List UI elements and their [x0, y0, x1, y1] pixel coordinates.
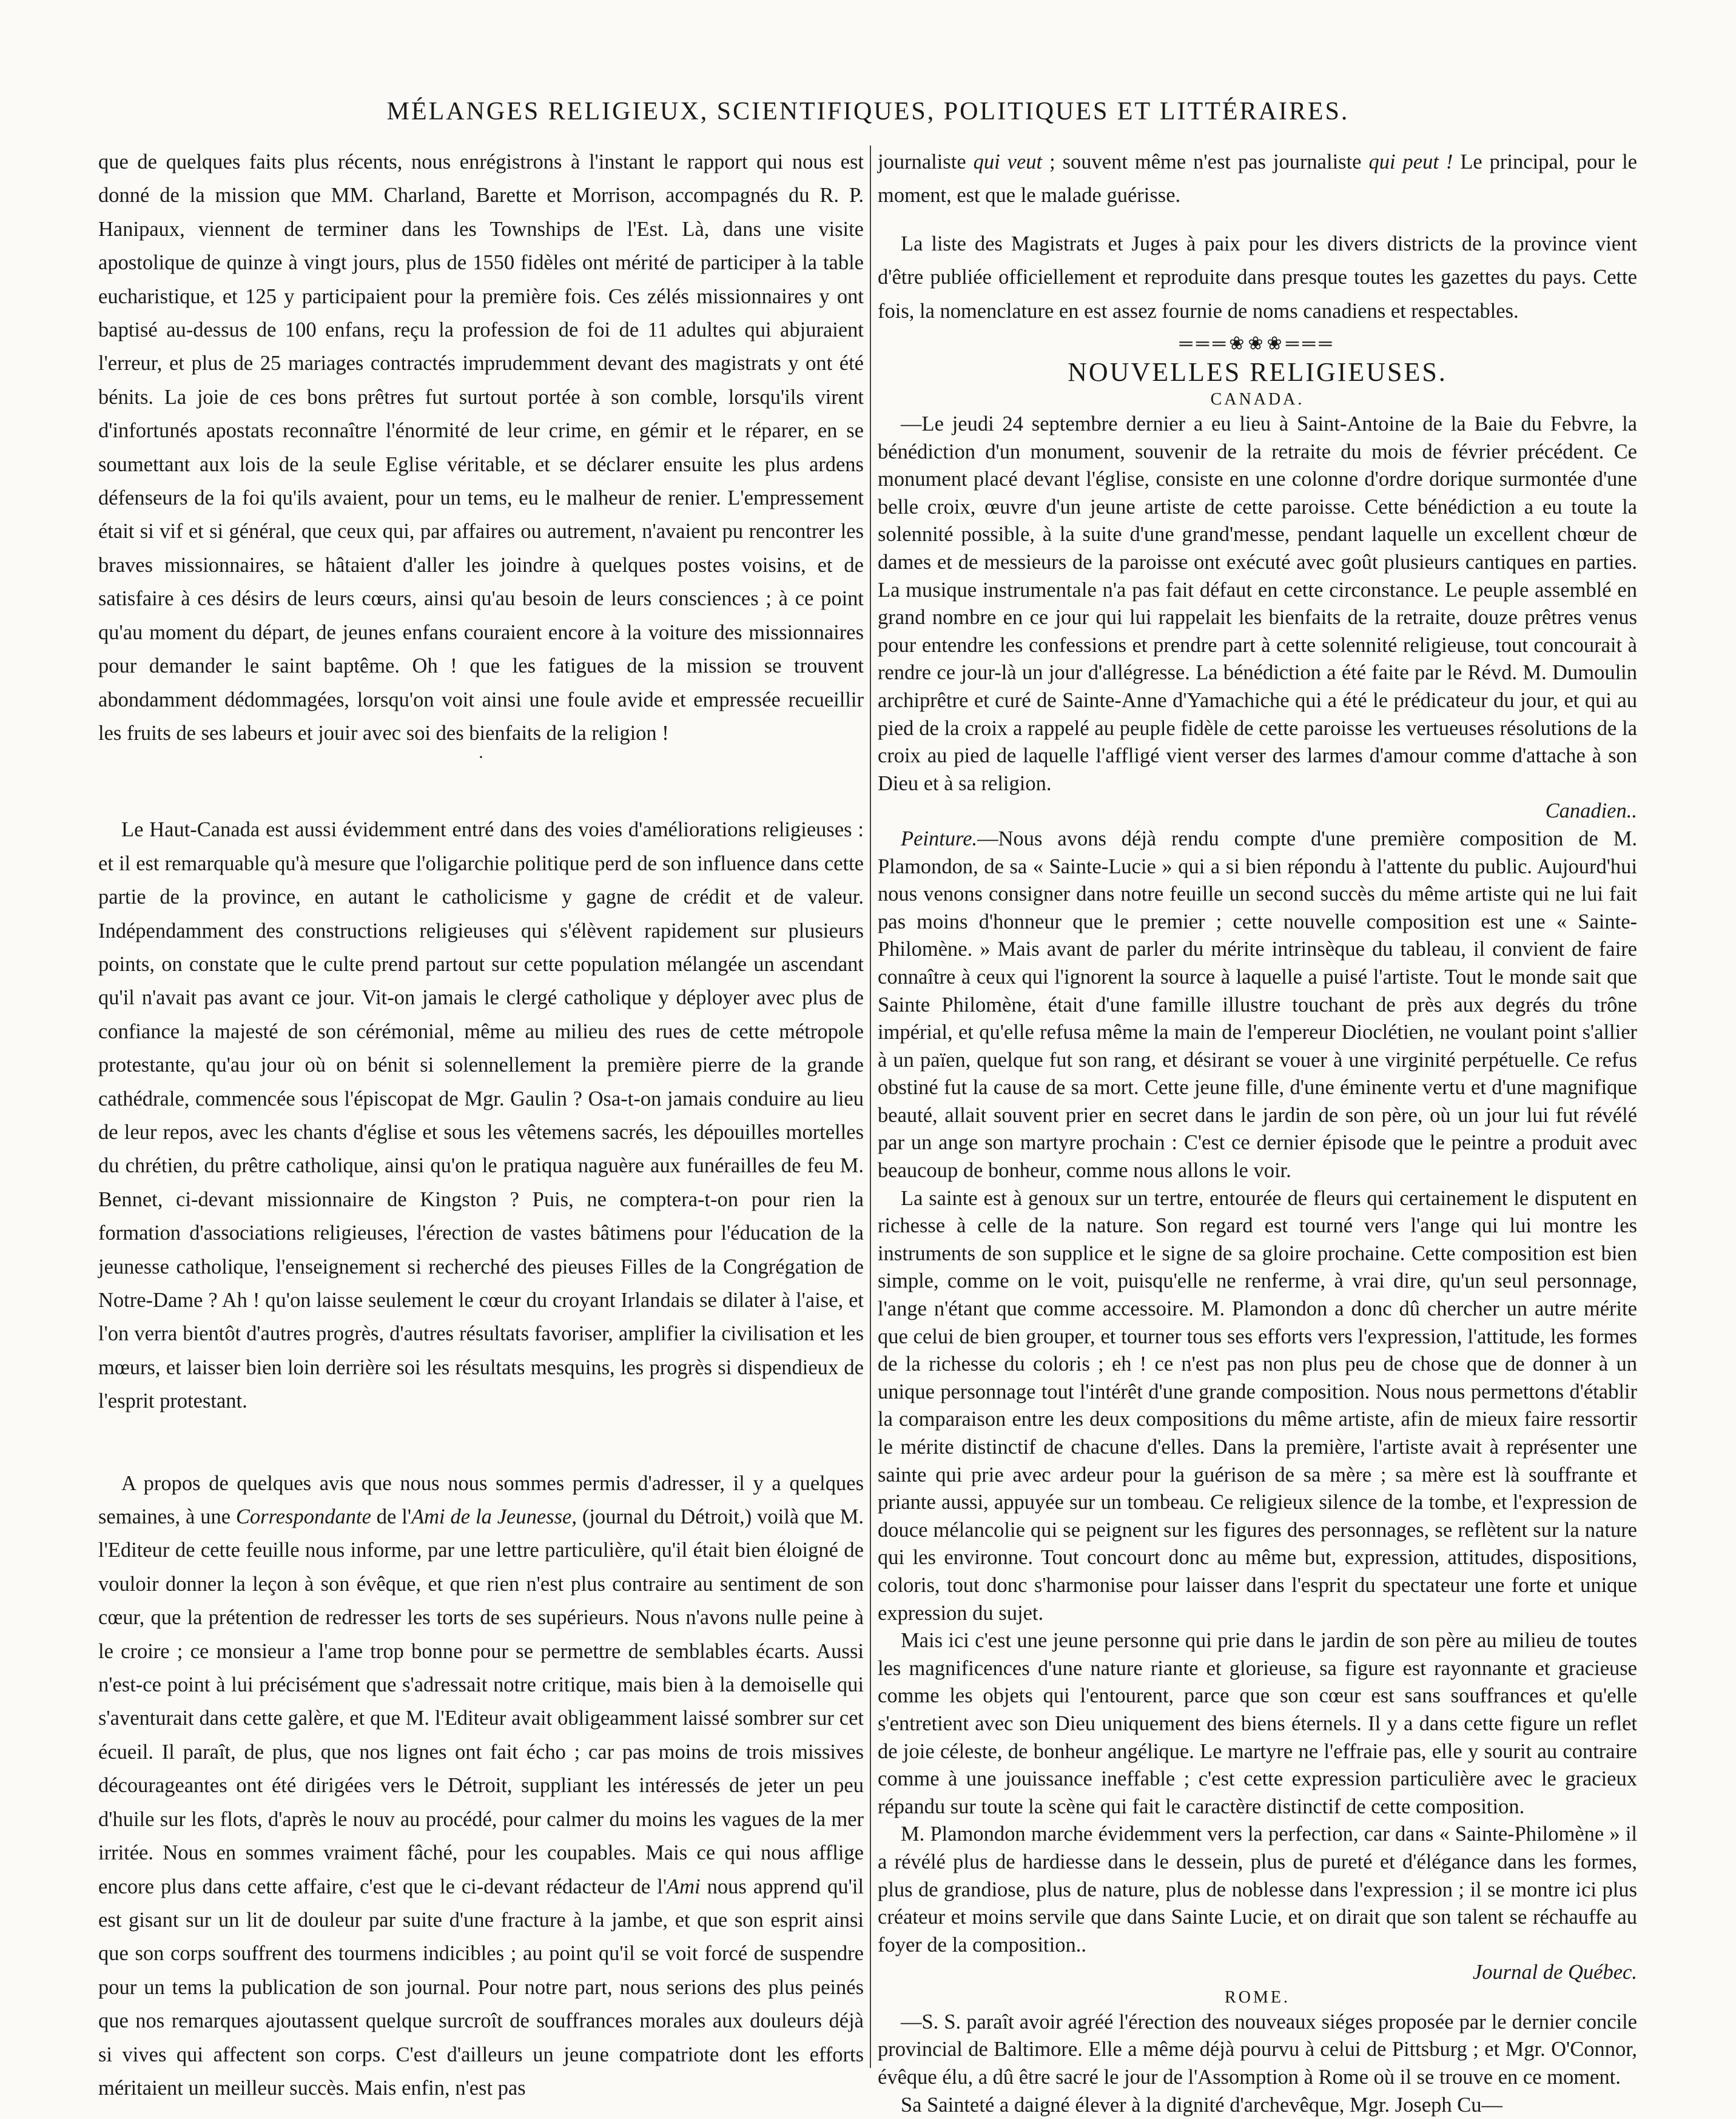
article-paragraph-perfection: M. Plamondon marche évidemment vers la perfection, car dans « Sainte-Philomène » il a révélé plus de hardiesse dans le dessein, plus de pureté et d'élégance dans les formes, plus de grandiose, plus de nature, plus de noblesse dans l'expression ; il se montre ici plus créateur et moins servile que dans Sainte Lucie, et on dirait que son talent se réchauffe au foyer de la composition..	[878, 1822, 1637, 1956]
paragraph-gap	[98, 765, 864, 813]
article-paragraph-peinture: Peinture.—Nous avons déjà rendu compte d'une première composition de M. Plamondon, de sa « Sainte-Lucie » qui a si bien répondu à l'attente du public. Aujourd'hui nous venons consigner dans notre feuille un second succès du même artiste qui ne lui fait pas moins d'honneur que le premier ; cette nouvelle composition est une « Sainte-Philomène. » Mais avant de parler du mérite intrinsèque du tableau, il convient de faire connaître à ceux qui l'ignorent la source à laquelle a puisé l'artiste. Tout le monde sait que Sainte Philomène, était d'une famille illustre touchant de près aux degrés du trône impérial, et qu'elle refusa même la main de l'empereur Dioclétien, ne voulant point s'allier à un païen, quelque fut son rang, et désirant se vouer à une virginité perpétuelle. Ce refus obstiné fut la cause de sa mort. Cette jeune fille, d'une éminente vertu et d'une magnifique beauté, allait souvent prier en secret dans le jardin de son père, où un jour lui fut révélé par un ange son martyre prochain : C'est ce dernier épisode que le peintre a produit avec beaucoup de bonheur, comme nous allons le voir.	[878, 827, 1637, 1183]
article-paragraph-correspondante: A propos de quelques avis que nous nous sommes permis d'adresser, il y a quelques semaines, à une Correspondante de l'Ami de la Jeunesse, (journal du Détroit,) voilà que M. l'Editeur de cette feuille nous informe, par une lettre particulière, qu'il était bien éloigné de vouloir donner la leçon à son évêque, et que rien n'est plus contraire au sentiment de son cœur, que la prétention de redresser les torts de ses supérieurs. Nous n'avons nulle peine à le croire ; ce monsieur a l'ame trop bonne pour se permettre de semblables écarts. Aussi n'est-ce point à lui précisément que s'adressait notre critique, mais bien à la demoiselle qui s'aventurait dans cette galère, et que M. l'Editeur avait obligeamment laissé sombrer sur cet écueil. Il paraît, de plus, que nos lignes ont fait écho ; car pas moins de trois missives décourageantes ont été dirigées vers le Détroit, suppliant les intéressés de jeter un peu d'huile sur les flots, d'après le nouv au procédé, pour calmer du moins les vagues de la mer irritée. Nous en sommes vraiment fâché, pour les coupables. Mais ce qui nous afflige encore plus dans cette affaire, c'est que le ci-devant rédacteur de l'Ami nous apprend qu'il est gisant sur un lit de douleur par suite d'une fracture à la jambe, et que son esprit ainsi que son corps souffrent des tourmens indicibles ; au point qu'il se voit forcé de suspendre pour un tems la publication de son journal. Pour notre part, nous serions des plus peinés que nos remarques ajoutassent quelque surcroît de souffrances morales aux douleurs déjà si vives qui affectent son corps. C'est d'ailleurs un jeune compatriote dont les efforts méritaient un meilleur succès. Mais enfin, n'est pas	[98, 1471, 864, 2100]
article-paragraph-jeune-personne: Mais ici c'est une jeune personne qui prie dans le jardin de son père au milieu de toutes les magnificences d'une nature riante et glorieuse, sa figure est rayonnante et gracieuse comme les objets qui l'entourent, parce que son cœur est sans souffrances et qu'elle s'entretient avec son Dieu uniquement des biens éternels. Il y a dans cette figure un reflet de joie céleste, de bonheur angélique. Le martyre ne l'effraie pas, elle y sourit au contraire comme à une jouissance ineffable ; c'est cette expression particulière avec le gracieux répandu sur toute la scène qui fait le caractère distinctif de cette composition.	[878, 1629, 1637, 1818]
article-paragraph-magistrats: La liste des Magistrats et Juges à paix pour les divers districts de la province vient d'être publiée officiellement et reproduite dans presque toutes les gazettes du pays. Cette fois, la nomenclature en est assez fournie de noms canadiens et respectables.	[878, 232, 1637, 323]
signature-canadien: Canadien..	[1545, 799, 1637, 823]
article-paragraph-haut-canada: Le Haut-Canada est aussi évidemment entré dans des voies d'améliorations religieuses : et il est remarquable qu'à mesure que l'oligarchie politique perd de son influence dans cette partie de la province, en autant le catholicisme y gagne de crédit et de valeur. Indépendamment des constructions religieuses qui s'élèvent rapidement sur plusieurs points, on constate que le culte prend partout sur cette population mélangée un ascendant qu'il n'avait pas avant ce jour. Vit-on jamais le clergé catholique y déployer avec plus de confiance la majesté de son cérémonial, même au milieu des rues de cette métropole protestante, qu'au jour où on bénit si solennellement la première pierre de la grande cathédrale, commencée sous l'épiscopat de Mgr. Gaulin ? Osa-t-on jamais conduire au lieu de leur repos, avec les chants d'église et sous les vêtemens sacrés, les dépouilles mortelles du chrétien, du prêtre catholique, ainsi qu'on le pratiqua naguère aux funérailles de feu M. Bennet, ci-devant missionnaire de Kingston ? Puis, ne comptera-t-on pour rien la formation d'associations religieuses, l'érection de vastes bâtimens pour l'éducation de la jeunesse catholique, l'enseignement si recherché des pieuses Filles de la Congrégation de Notre-Dame ? Ah ! qu'on laisse seulement le cœur du croyant Irlandais se dilater à l'aise, et l'on verra bientôt d'autres progrès, d'autres résultats favoriser, amplifier la civilisation et les mœurs, et laisser bien loin derrière soi les résultats mesquins, les progrès si dispendieux de l'esprit protestant.	[98, 818, 864, 1413]
column-rule	[870, 146, 871, 2068]
signature-journal-quebec: Journal de Québec.	[1472, 1961, 1637, 1984]
article-paragraph-rome: —S. S. paraît avoir agréé l'érection des nouveaux siéges proposée par le dernier concile provincial de Baltimore. Elle a même déjà pourvu à celui de Pittsburg ; et Mgr. O'Connor, évêque élu, a dû être sacré le jour de l'Assomption à Rome où il se trouve en ce moment.	[878, 2010, 1637, 2089]
separator-dot: ·	[478, 747, 484, 768]
article-paragraph-missions: que de quelques faits plus récents, nous enrégistrons à l'instant le rapport qui nous est donné de la mission que MM. Charland, Barette et Morrison, accompagnés du R. P. Hanipaux, viennent de terminer dans les Townships de l'Est. Là, dans une visite apostolique de quinze à vingt jours, plus de 1550 fidèles ont mérité de participer à la table eucharistique, et 125 y participaient pour la première fois. Ces zélés missionnaires y ont baptisé au-dessus de 100 enfans, reçu la profession de foi de 11 adultes qui abjuraient l'erreur, et plus de 25 mariages contractés imprudemment devant des magistrats y ont été bénits. La joie de ces bons prêtres fut surtout portée à son comble, lorsqu'ils virent d'infortunés apostats reconnaître l'énormité de leur crime, en gémir et le réparer, en se soumettant aux lois de la seule Eglise véritable, et se déclarer ensuite les plus ardens défenseurs de la foi qu'ils avaient, pour un tems, eu le malheur de renier. L'empressement était si vif et si général, que ceux qui, par affaires ou autrement, n'avaient pu rencontrer les braves missionnaires, se hâtaient d'aller les joindre à quelques postes voisins, et de satisfaire à ces désirs de leurs cœurs, ainsi qu'au besoin de leurs consciences ; à ce point qu'au moment du départ, de jeunes enfans couraient encore à la voiture des missionnaires pour demander le saint baptême. Oh ! que les fatigues de la mission se trouvent abondamment dédommagées, lorsqu'on voit ainsi une foule avide et empressée recueillir les fruits de ses labeurs et jouir avec soi des bienfaits de la religion !	[98, 150, 864, 745]
article-paragraph-archeveque: Sa Sainteté a daigné élever à la dignité d'archevêque, Mgr. Joseph Cu—	[901, 2093, 1503, 2117]
subhead-canada: CANADA.	[1210, 390, 1305, 409]
running-head: MÉLANGES RELIGIEUX, SCIENTIFIQUES, POLITIQUES ET LITTÉRAIRES.	[386, 98, 1350, 126]
paragraph-gap	[98, 1419, 864, 1467]
subhead-rome: ROME.	[1225, 1987, 1290, 2007]
ornament-divider: ═══❀❀❀═══	[1179, 334, 1336, 354]
left-column	[98, 146, 864, 2100]
article-paragraph-monument: —Le jeudi 24 septembre dernier a eu lieu à Saint-Antoine de la Baie du Febvre, la bénédiction d'un monument, souvenir de la retraite du mois de février précédent. Ce monument placé devant l'église, consiste en une colonne d'ordre dorique surmontée d'une belle croix, œuvre d'un jeune artiste de cette paroisse. Cette bénédiction a eu toute la solennité possible, à la suite d'une grand'messe, pendant laquelle un excellent chœur de dames et de messieurs de la paroisse ont exécuté avec goût plusieurs cantiques en parties. La musique instrumentale n'a pas fait défaut en cette circonstance. Le peuple assemblé en grand nombre en ce jour qui lui rappelait les bienfaits de la retraite, douze prêtres venus pour entendre les confessions et prendre part à cette solennité religieuse, tout concourait à rendre ce jour-là un jour d'allégresse. La bénédiction a été faite par le Révd. M. Dumoulin archiprêtre et curé de Sainte-Anne d'Yamachiche qui a été le prédicateur du jour, et qui au pied de la croix a rappelé au peuple fidèle de cette paroisse les vertueuses résolutions de la croix au pied de laquelle l'affligé vient verser des larmes d'amour comme d'attache à son Dieu et à sa religion.	[878, 412, 1637, 795]
paragraph-gap	[878, 213, 1637, 227]
article-paragraph-journaliste: journaliste qui veut ; souvent même n'est pas journaliste qui peut ! Le principal, pour le moment, est que le malade guérisse.	[878, 150, 1637, 207]
right-column	[878, 146, 1637, 2117]
section-title: NOUVELLES RELIGIEUSES.	[1068, 357, 1447, 388]
article-paragraph-sainte: La sainte est à genoux sur un tertre, entourée de fleurs qui certainement le disputent en richesse à celle de la nature. Son regard est tourné vers l'ange qui lui montre les instruments de son supplice et le signe de sa gloire prochaine. Cette composition est bien simple, comme on le voit, puisqu'elle ne renferme, à vrai dire, qu'un seul personnage, l'ange n'étant que comme accessoire. M. Plamondon a donc dû chercher un autre mérite que celui de bien grouper, et tourner tous ses efforts vers l'expression, l'attitude, les formes de la richesse du coloris ; eh ! ce n'est pas non plus peu de chose que de donner à un unique personnage tout l'intérêt d'une grande composition. Nous nous permettons d'établir la comparaison entre les deux compositions du même artiste, afin de mieux faire ressortir le mérite distinctif de chacune d'elles. Dans la première, l'artiste avait à représenter une sainte qui prie avec ardeur pour la guérison de sa mère ; sa mère est là souffrante et priante aussi, appuyée sur un tombeau. Ce religieux silence de la tombe, et l'expression de douce mélancolie qui se peignent sur les figures des personnages, se reflètent sur la nature qui les environne. Tout concourt donc au même but, expression, attitudes, dispositions, coloris, tout donc s'harmonise pour laisser dans l'esprit du spectateur une forte et unique expression du sujet.	[878, 1186, 1637, 1625]
